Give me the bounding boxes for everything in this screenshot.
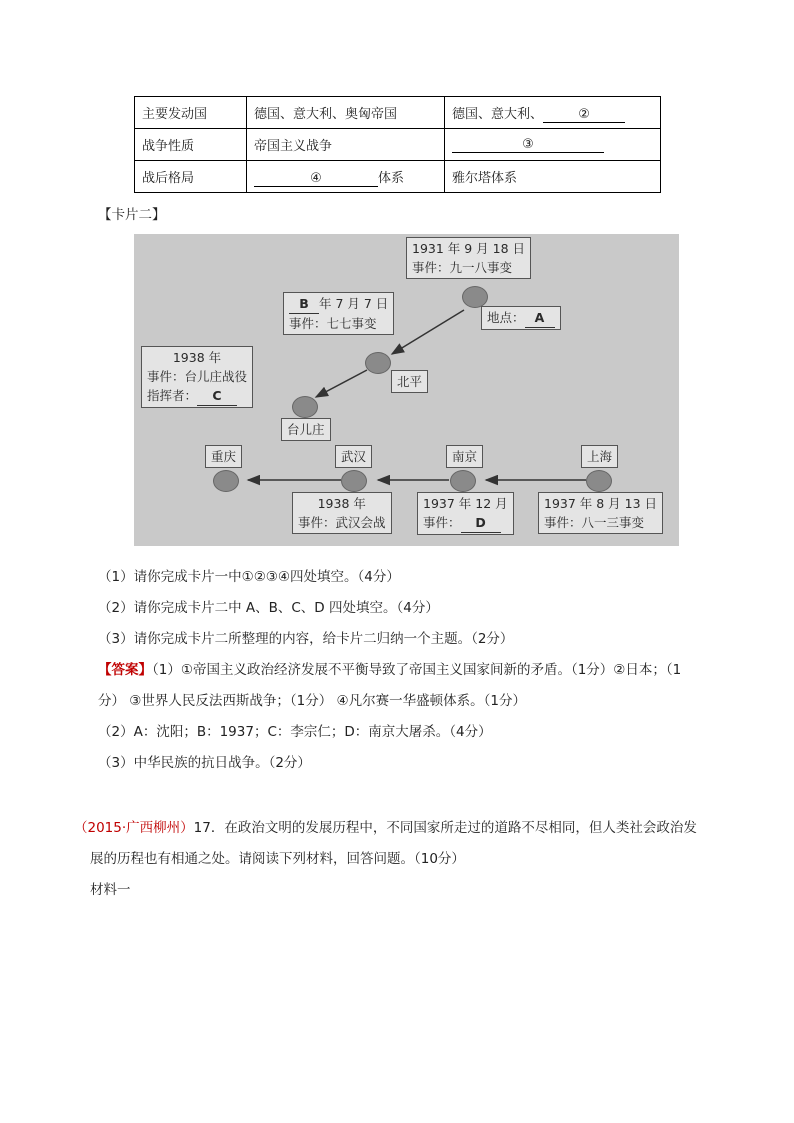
beiping-label: 北平 xyxy=(391,370,428,393)
ww2-cell: 雅尔塔体系 xyxy=(445,161,661,193)
card-two-diagram xyxy=(134,234,679,546)
blank-a: A xyxy=(525,308,555,328)
blank-2: ② xyxy=(543,108,625,123)
blank-c: C xyxy=(197,386,237,406)
question-3: （3）请你完成卡片二所整理的内容，给卡片二归纳一个主题。（2分） xyxy=(98,631,514,647)
answer-tag: 【答案】 xyxy=(98,662,152,678)
table-row xyxy=(135,97,661,129)
july7-event: 事件：七七事变 xyxy=(289,316,377,331)
sept18-date: 1931 年 9 月 18 日 xyxy=(412,241,526,256)
taierzhuang-label: 台儿庄 xyxy=(281,418,331,441)
nanjing-date: 1937 年 12 月 xyxy=(423,496,508,511)
question-17-line-1 xyxy=(74,816,697,836)
answer-line-3: （2）A：沈阳；B：1937；C：李宗仁；D：南京大屠杀。（4分） xyxy=(98,724,492,740)
place-a-box xyxy=(481,306,561,330)
row-label: 战后格局 xyxy=(135,161,247,193)
shanghai-card xyxy=(538,492,663,534)
node-shanghai xyxy=(586,470,612,492)
arrow-shenyang-beiping xyxy=(392,310,464,354)
blank-d: D xyxy=(461,513,501,533)
question-2: （2）请你完成卡片二中 A、B、C、D 四处填空。（4分） xyxy=(98,600,439,616)
node-taierzhuang xyxy=(292,396,318,418)
answer-text-1: （1）①帝国主义政治经济发展不平衡导致了帝国主义国家间新的矛盾。（1分）②日本；（1 xyxy=(152,662,682,678)
shanghai-date: 1937 年 8 月 13 日 xyxy=(544,496,658,511)
ww2-prefix: 德国、意大利、 xyxy=(452,106,544,122)
ww2-cell xyxy=(445,129,661,161)
taierzhuang-year: 1938 年 xyxy=(172,350,222,365)
row-label: 战争性质 xyxy=(135,129,247,161)
row-label: 主要发动国 xyxy=(135,97,247,129)
wuhan-year: 1938 年 xyxy=(317,496,366,511)
answer-line-4: （3）中华民族的抗日战争。（2分） xyxy=(98,755,311,771)
sept18-card xyxy=(406,237,531,279)
commander-label: 指挥者： xyxy=(147,388,198,403)
blank-3: ③ xyxy=(452,138,604,153)
chongqing-label: 重庆 xyxy=(205,445,242,468)
blank-4: ④ xyxy=(254,172,378,187)
node-shenyang xyxy=(462,286,488,308)
node-chongqing xyxy=(213,470,239,492)
ww1-cell: 帝国主义战争 xyxy=(247,129,445,161)
taierzhuang-event: 事件：台儿庄战役 xyxy=(147,369,248,384)
ww1-cell xyxy=(247,161,445,193)
wuhan-event: 事件：武汉会战 xyxy=(298,515,386,530)
place-label: 地点： xyxy=(487,310,525,325)
wuhan-label: 武汉 xyxy=(335,445,372,468)
blank-b: B xyxy=(289,294,319,314)
ww1-cell: 德国、意大利、奥匈帝国 xyxy=(247,97,445,129)
nanjing-event-label: 事件： xyxy=(423,515,461,530)
shanghai-event: 事件：八一三事变 xyxy=(544,515,645,530)
question-1: （1）请你完成卡片一中①②③④四处填空。（4分） xyxy=(98,569,400,585)
question-source: （2015·广西柳州） xyxy=(74,820,194,836)
wuhan-battle-card xyxy=(292,492,392,534)
nanjing-card xyxy=(417,492,514,535)
question-17-text: 17．在政治文明的发展历程中，不同国家所走过的道路不尽相同，但人类社会政治发 xyxy=(193,820,697,836)
node-beiping xyxy=(365,352,391,374)
answer-line-2: 分） ③世界人民反法西斯战争；（1分） ④凡尔赛一华盛顿体系。（1分） xyxy=(98,693,526,709)
july7-date: 年 7 月 7 日 xyxy=(319,296,389,311)
answer-line-1 xyxy=(98,658,681,678)
comparison-table xyxy=(134,96,661,193)
node-nanjing xyxy=(450,470,476,492)
nanjing-label: 南京 xyxy=(446,445,483,468)
table-row xyxy=(135,129,661,161)
ww1-suffix: 体系 xyxy=(378,170,405,186)
ww2-cell xyxy=(445,97,661,129)
sept18-event: 事件：九一八事变 xyxy=(412,260,513,275)
table-row xyxy=(135,161,661,193)
material-one-label: 材料一 xyxy=(90,882,131,898)
arrow-beiping-taierzhuang xyxy=(316,370,367,397)
question-17-line-2: 展的历程也有相通之处。请阅读下列材料，回答问题。（10分） xyxy=(90,851,465,867)
shanghai-label: 上海 xyxy=(581,445,618,468)
july7-card xyxy=(283,292,394,335)
taierzhuang-card xyxy=(141,346,253,408)
card-two-title: 【卡片二】 xyxy=(98,207,166,223)
node-wuhan xyxy=(341,470,367,492)
